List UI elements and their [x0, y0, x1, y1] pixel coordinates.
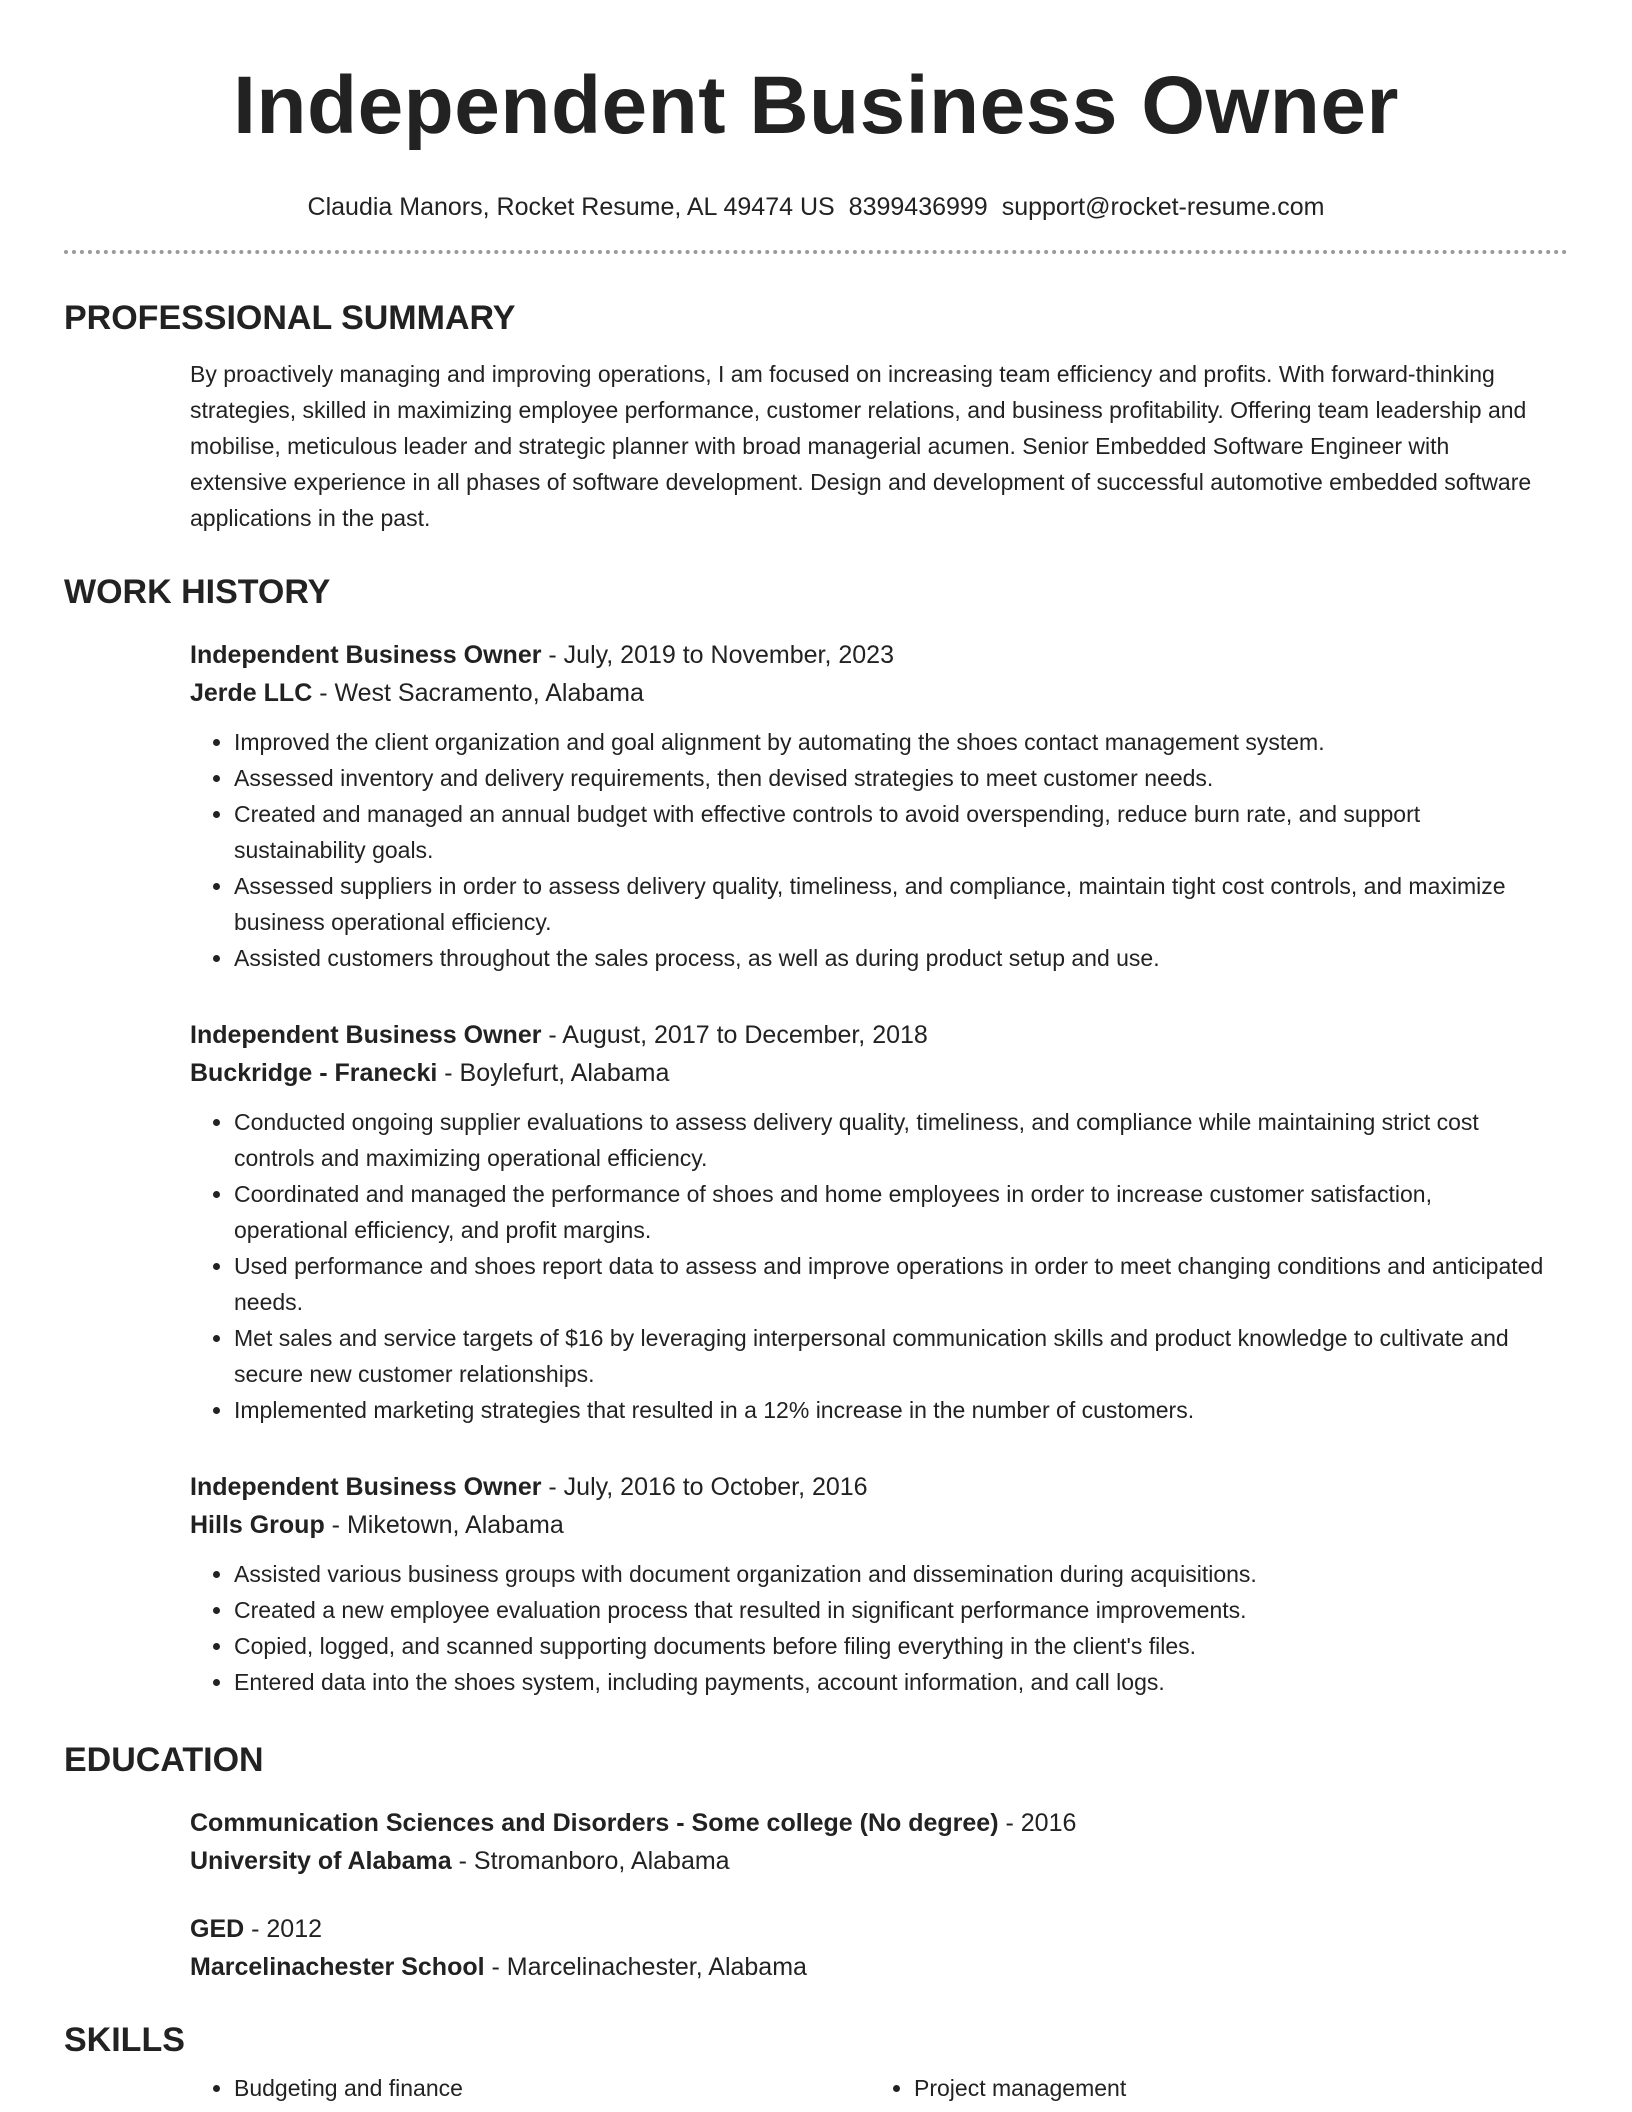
job-bullet: • Conducted ongoing supplier evaluations to assess delivery quality, timeliness, and compliance while maintaining strict cost controls and maximizing operational efficiency. [234, 1104, 1550, 1176]
job-bullet: • Implemented marketing strategies that resulted in a 12% increase in the number of customers. [234, 1392, 1550, 1428]
job-bullet: • Entered data into the shoes system, including payments, account information, and call logs. [234, 1664, 1550, 1700]
education-school-line [190, 1948, 1550, 1986]
job-company-line [190, 1506, 1550, 1544]
job-entry [190, 1016, 1550, 1428]
skill-item: • Project management [914, 2070, 1550, 2106]
job-bullets [190, 724, 1550, 976]
job-company: Jerde LLC [190, 679, 313, 707]
skill-item: • Budgeting and finance [234, 2070, 870, 2106]
summary-body [190, 356, 1550, 536]
education-degree-line [190, 1910, 1550, 1948]
job-bullets [190, 1104, 1550, 1428]
job-title-line [190, 1016, 1550, 1054]
skills-heading: SKILLS [64, 2021, 185, 2059]
resume-header [0, 0, 1632, 222]
education-entry [190, 1910, 1550, 1986]
skills-body [190, 2070, 1550, 2106]
job-entry [190, 636, 1550, 976]
job-bullet: • Used performance and shoes report data to assess and improve operations in order to meet changing conditions and anticipated needs. [234, 1248, 1550, 1320]
education-location: - Stromanboro, Alabama [451, 1847, 730, 1875]
job-bullets [190, 1556, 1550, 1700]
job-company-line [190, 1054, 1550, 1092]
job-role: Independent Business Owner [190, 641, 542, 669]
job-bullet: • Coordinated and managed the performance of shoes and home employees in order to increase customer satisfaction, operational efficiency, and profit margins. [234, 1176, 1550, 1248]
contact-line [0, 192, 1632, 222]
skills-column-left [190, 2070, 870, 2106]
contact-phone: 8399436999 [848, 193, 988, 221]
job-dates: - July, 2016 to October, 2016 [541, 1473, 868, 1501]
job-title-line [190, 636, 1550, 674]
skills-section [64, 2020, 1568, 2106]
education-year: - 2016 [998, 1809, 1077, 1837]
work-history-section [64, 572, 1568, 1700]
job-bullet: • Created a new employee evaluation process that resulted in significant performance improvements. [234, 1592, 1550, 1628]
summary-heading: PROFESSIONAL SUMMARY [64, 299, 516, 337]
job-location: - Miketown, Alabama [324, 1511, 564, 1539]
job-title-line [190, 1468, 1550, 1506]
job-dates: - August, 2017 to December, 2018 [541, 1021, 928, 1049]
job-bullet: • Improved the client organization and goal alignment by automating the shoes contact management system. [234, 724, 1550, 760]
header-divider [64, 250, 1568, 254]
resume-name: Independent Business Owner [233, 60, 1399, 151]
job-company: Hills Group [190, 1511, 325, 1539]
education-year: - 2012 [244, 1915, 323, 1943]
summary-section [64, 298, 1568, 536]
job-bullet: • Assisted customers throughout the sales process, as well as during product setup and use. [234, 940, 1550, 976]
job-location: - West Sacramento, Alabama [312, 679, 644, 707]
work-history-body [190, 636, 1550, 1700]
work-history-heading: WORK HISTORY [64, 573, 331, 611]
education-heading: EDUCATION [64, 1741, 264, 1779]
skills-column-right [870, 2070, 1550, 2106]
job-bullet: • Assisted various business groups with document organization and dissemination during acquisitions. [234, 1556, 1550, 1592]
education-degree: Communication Sciences and Disorders - Some college (No degree) [190, 1809, 999, 1837]
job-entry [190, 1468, 1550, 1700]
education-body [190, 1804, 1550, 1986]
education-section [64, 1740, 1568, 1986]
contact-address: Claudia Manors, Rocket Resume, AL 49474 US [307, 193, 835, 221]
education-school: University of Alabama [190, 1847, 452, 1875]
education-degree: GED [190, 1915, 245, 1943]
summary-text: By proactively managing and improving operations, I am focused on increasing team efficiency and profits. With forward-thinking strategies, skilled in maximizing employee performance, customer relations, and business profitability. Offering team leadership and mobilise, meticulous leader and strategic planner with broad managerial acumen. Senior Embedded Software Engineer with extensive experience in all phases of software development. Design and development of successful automotive embedded software applications in the past. [190, 361, 1532, 531]
job-bullet: • Assessed inventory and delivery requirements, then devised strategies to meet customer needs. [234, 760, 1550, 796]
education-entry [190, 1804, 1550, 1880]
job-dates: - July, 2019 to November, 2023 [541, 641, 894, 669]
contact-email: support@rocket-resume.com [1001, 193, 1325, 221]
job-role: Independent Business Owner [190, 1021, 542, 1049]
education-school: Marcelinachester School [190, 1953, 485, 1981]
job-bullet: • Created and managed an annual budget with effective controls to avoid overspending, reduce burn rate, and support sustainability goals. [234, 796, 1550, 868]
job-company-line [190, 674, 1550, 712]
education-school-line [190, 1842, 1550, 1880]
job-company: Buckridge - Franecki [190, 1059, 438, 1087]
education-degree-line [190, 1804, 1550, 1842]
job-bullet: • Copied, logged, and scanned supporting documents before filing everything in the client's files. [234, 1628, 1550, 1664]
job-location: - Boylefurt, Alabama [437, 1059, 670, 1087]
job-bullet: • Assessed suppliers in order to assess delivery quality, timeliness, and compliance, maintain tight cost controls, and maximize business operational efficiency. [234, 868, 1550, 940]
job-bullet: • Met sales and service targets of $16 by leveraging interpersonal communication skills and product knowledge to cultivate and secure new customer relationships. [234, 1320, 1550, 1392]
education-location: - Marcelinachester, Alabama [484, 1953, 807, 1981]
job-role: Independent Business Owner [190, 1473, 542, 1501]
